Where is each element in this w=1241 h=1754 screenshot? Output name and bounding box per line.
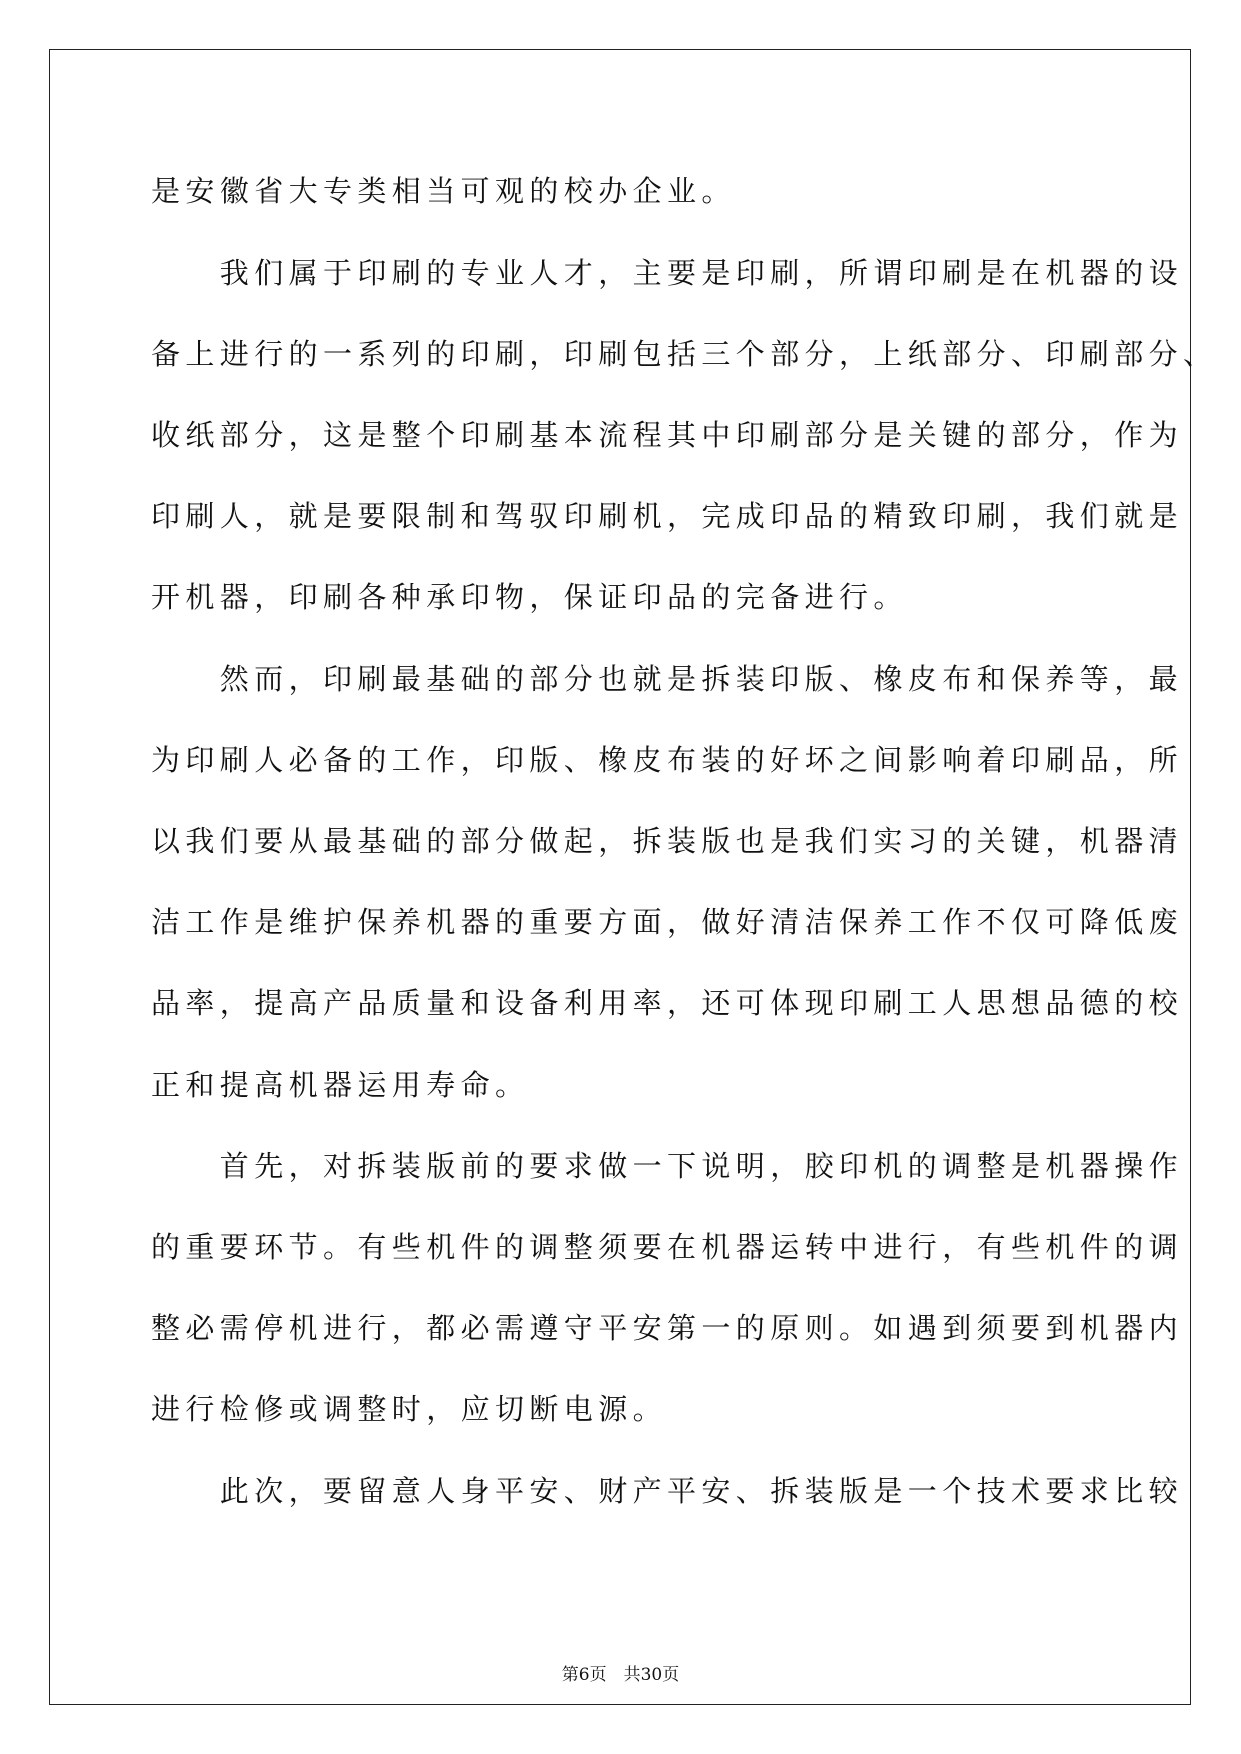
text-line: 备上进行的一系列的印刷，印刷包括三个部分，上纸部分、印刷部分、 bbox=[151, 337, 1218, 371]
text-line: 印刷人，就是要限制和驾驭印刷机，完成印品的精致印刷，我们就是 bbox=[151, 499, 1184, 533]
text-line: 首先，对拆装版前的要求做一下说明，胶印机的调整是机器操作 bbox=[151, 1149, 1184, 1183]
text-line: 然而，印刷最基础的部分也就是拆装印版、橡皮布和保养等，最 bbox=[151, 662, 1184, 696]
text-line: 的重要环节。有些机件的调整须要在机器运转中进行，有些机件的调 bbox=[151, 1230, 1184, 1264]
text-line: 为印刷人必备的工作，印版、橡皮布装的好坏之间影响着印刷品，所 bbox=[151, 743, 1184, 777]
text-line: 品率，提高产品质量和设备利用率，还可体现印刷工人思想品德的校 bbox=[151, 986, 1184, 1020]
text-line: 我们属于印刷的专业人才，主要是印刷，所谓印刷是在机器的设 bbox=[151, 256, 1184, 290]
page-number: 第6页 共30页 bbox=[561, 1665, 680, 1685]
text-line: 开机器，印刷各种承印物，保证印品的完备进行。 bbox=[151, 580, 908, 614]
text-line: 正和提高机器运用寿命。 bbox=[151, 1068, 530, 1102]
text-line: 进行检修或调整时，应切断电源。 bbox=[151, 1392, 668, 1426]
text-line: 收纸部分，这是整个印刷基本流程其中印刷部分是关键的部分，作为 bbox=[151, 418, 1184, 452]
text-line: 是安徽省大专类相当可观的校办企业。 bbox=[151, 174, 736, 208]
text-line: 此次，要留意人身平安、财产平安、拆装版是一个技术要求比较 bbox=[151, 1474, 1184, 1508]
page-footer bbox=[0, 1664, 1241, 1686]
page-border bbox=[49, 49, 1218, 1705]
text-line: 整必需停机进行，都必需遵守平安第一的原则。如遇到须要到机器内 bbox=[151, 1311, 1184, 1345]
text-line: 以我们要从最基础的部分做起，拆装版也是我们实习的关键，机器清 bbox=[151, 824, 1184, 858]
text-line: 洁工作是维护保养机器的重要方面，做好清洁保养工作不仅可降低废 bbox=[151, 905, 1184, 939]
